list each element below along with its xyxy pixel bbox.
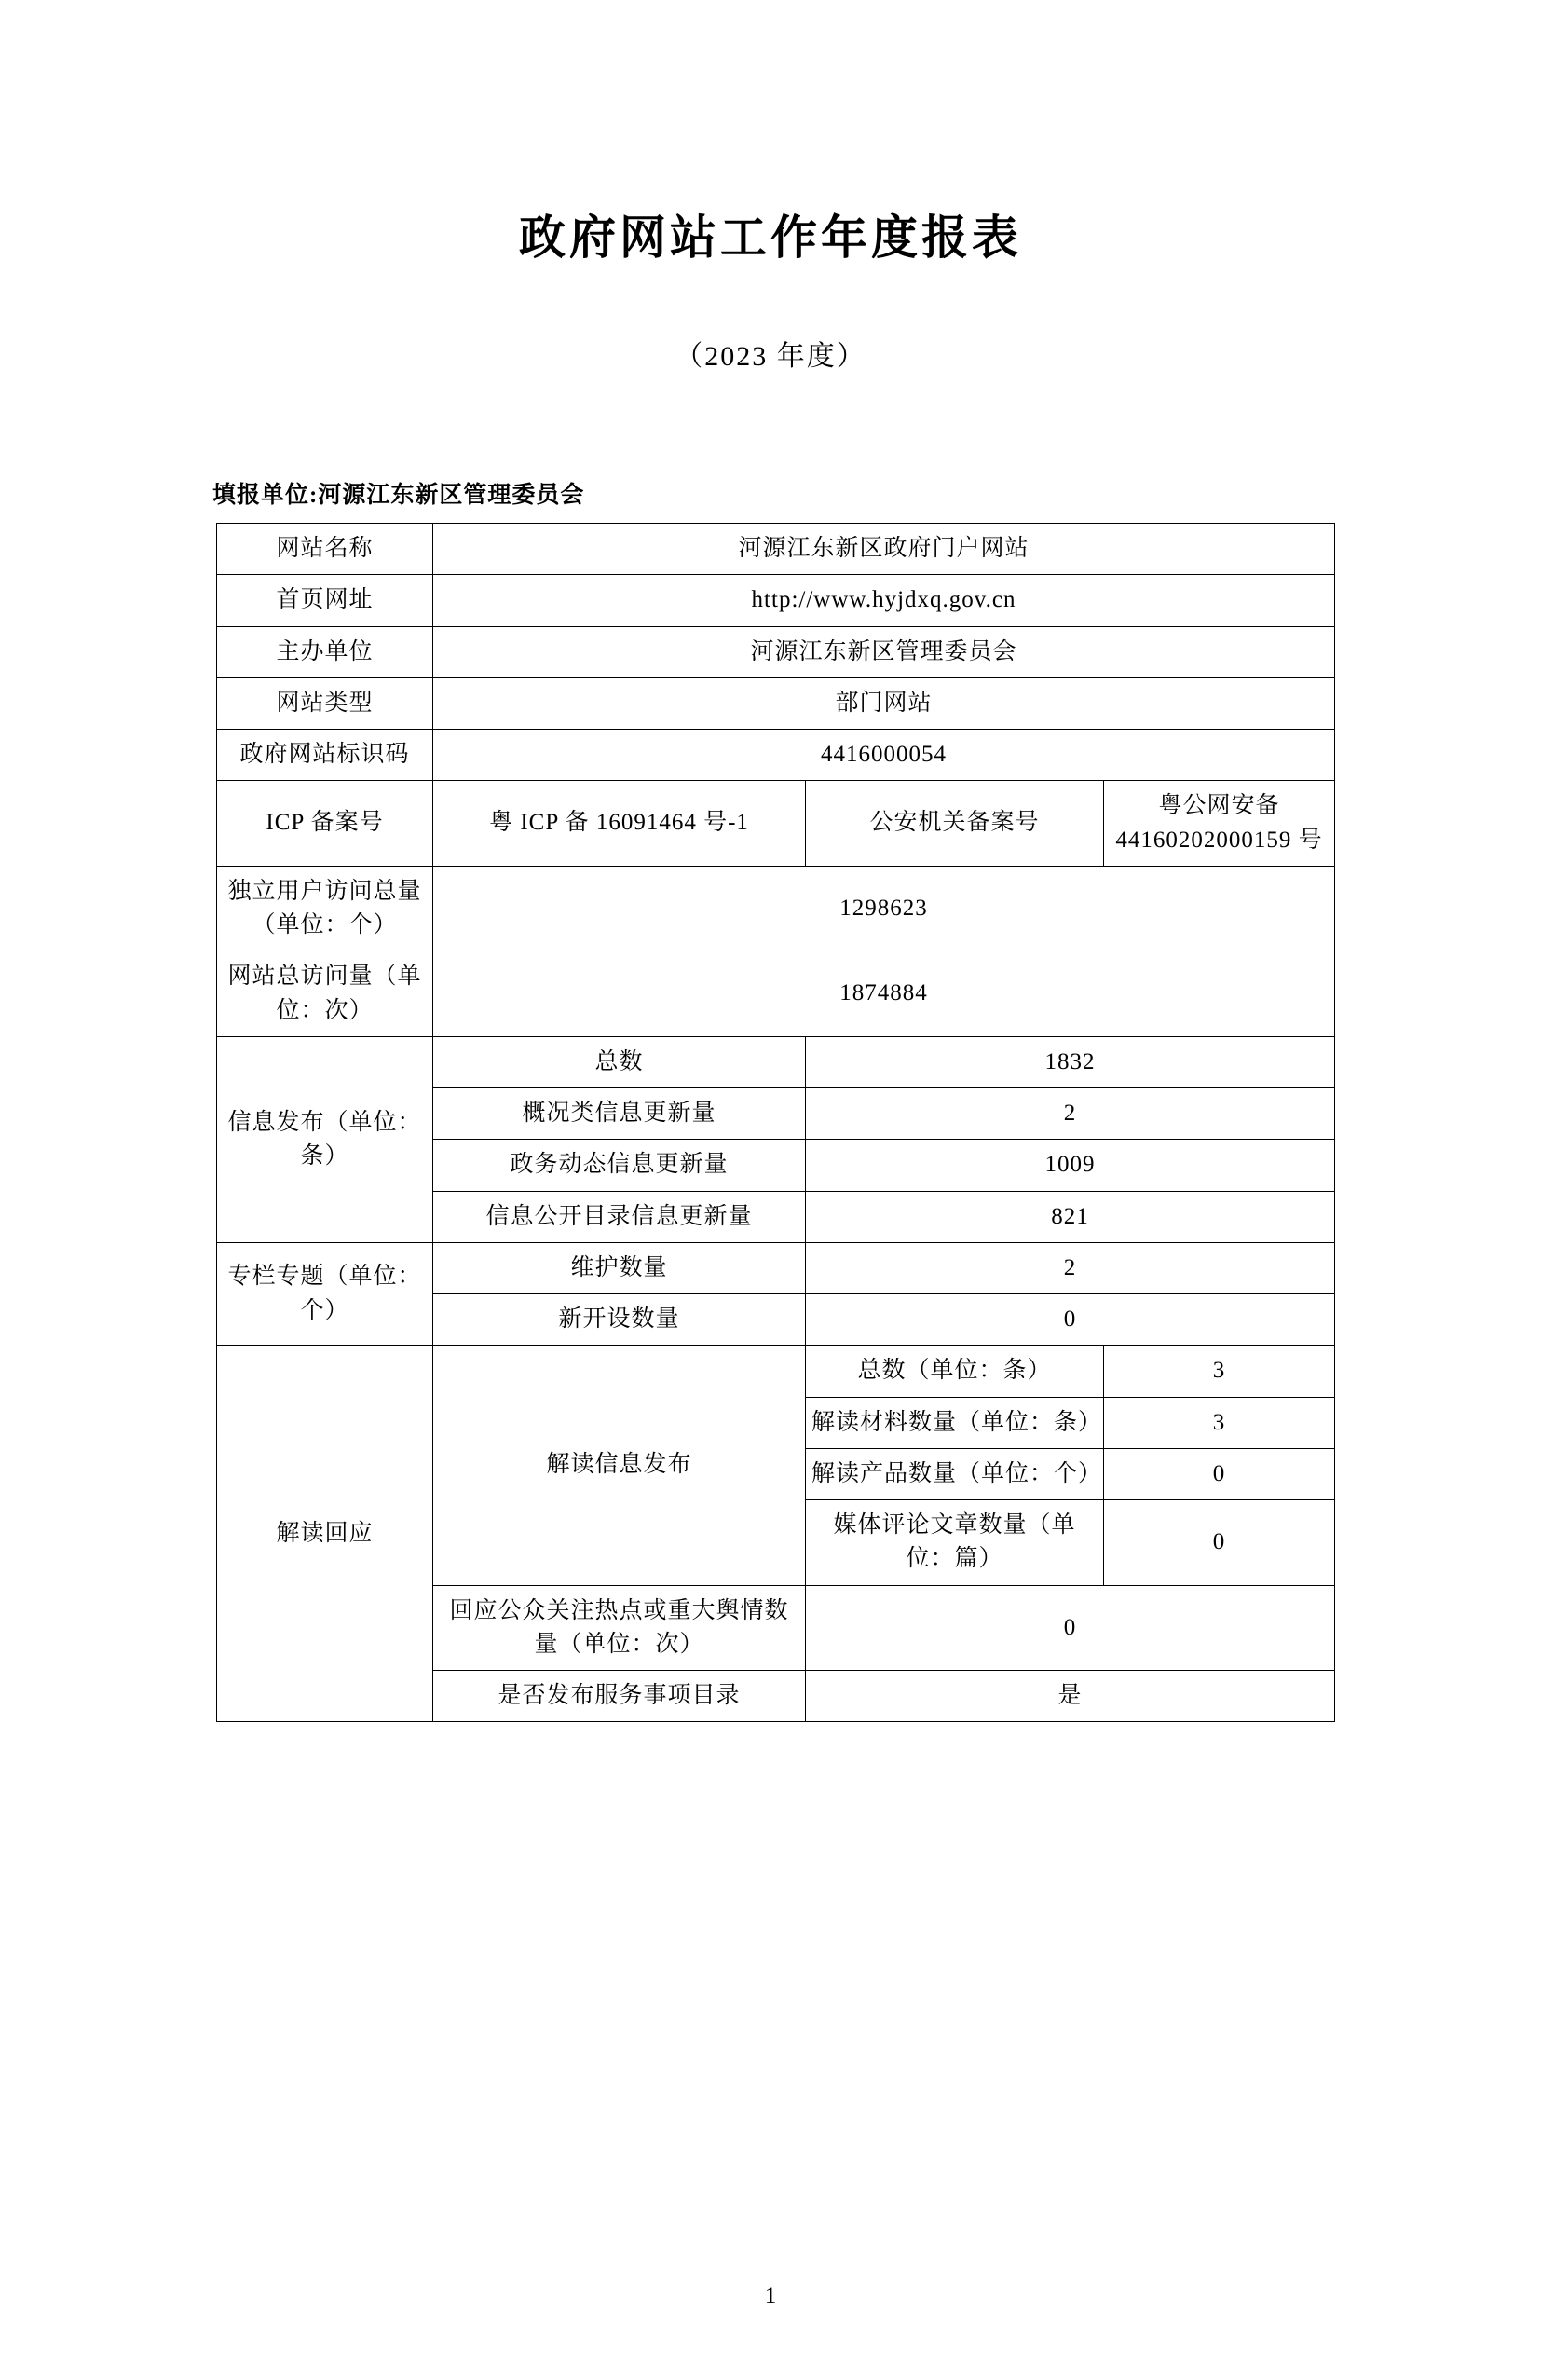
unique-visitors-value: 1298623	[433, 866, 1335, 951]
table-row	[217, 1242, 1335, 1293]
site-code-label: 政府网站标识码	[217, 730, 433, 781]
icp-label: ICP 备案号	[217, 781, 433, 867]
info-publish-row-value: 821	[806, 1191, 1335, 1242]
site-type-label: 网站类型	[217, 677, 433, 729]
table-row	[217, 575, 1335, 626]
page-subtitle: （2023 年度）	[675, 341, 866, 372]
interpretation-row-name: 媒体评论文章数量（单位：篇）	[806, 1500, 1104, 1586]
reporting-unit-value: 河源江东新区管理委员会	[318, 483, 585, 508]
info-publish-row-name: 信息公开目录信息更新量	[433, 1191, 806, 1242]
interpretation-row-value: 0	[1104, 1448, 1335, 1499]
interpretation-row-value: 3	[1104, 1346, 1335, 1397]
table-row	[217, 866, 1335, 951]
site-name-label: 网站名称	[217, 524, 433, 575]
interpretation-row-name: 总数（单位：条）	[806, 1346, 1104, 1397]
hotspot-response-value: 0	[806, 1585, 1335, 1671]
info-publish-label: 信息发布（单位：条）	[217, 1036, 433, 1242]
table-row	[217, 1036, 1335, 1087]
site-code-value: 4416000054	[433, 730, 1335, 781]
info-publish-row-name: 政务动态信息更新量	[433, 1140, 806, 1191]
table-row	[217, 951, 1335, 1037]
column-topic-label: 专栏专题（单位：个）	[217, 1242, 433, 1346]
column-topic-row-value: 0	[806, 1294, 1335, 1346]
total-visits-label: 网站总访问量（单位：次）	[217, 951, 433, 1037]
sponsor-label: 主办单位	[217, 626, 433, 677]
interpretation-row-name: 解读产品数量（单位：个）	[806, 1448, 1104, 1499]
column-topic-row-name: 新开设数量	[433, 1294, 806, 1346]
info-publish-row-name: 总数	[433, 1036, 806, 1087]
interpretation-publish-label: 解读信息发布	[433, 1346, 806, 1585]
interpretation-row-value: 3	[1104, 1397, 1335, 1448]
annual-report-table	[216, 523, 1335, 1722]
info-publish-row-value: 1832	[806, 1036, 1335, 1087]
info-publish-row-name: 概况类信息更新量	[433, 1088, 806, 1140]
table-row	[217, 781, 1335, 867]
total-visits-value: 1874884	[433, 951, 1335, 1037]
info-publish-row-value: 1009	[806, 1140, 1335, 1191]
reporting-unit	[212, 476, 1541, 510]
interpretation-row-value: 0	[1104, 1500, 1335, 1586]
icp-value: 粤 ICP 备 16091464 号-1	[433, 781, 806, 867]
homepage-label: 首页网址	[217, 575, 433, 626]
page-title: 政府网站工作年度报表	[519, 210, 1022, 265]
interpretation-row-name: 解读材料数量（单位：条）	[806, 1397, 1104, 1448]
sponsor-value: 河源江东新区管理委员会	[433, 626, 1335, 677]
info-publish-row-value: 2	[806, 1088, 1335, 1140]
site-name-value: 河源江东新区政府门户网站	[433, 524, 1335, 575]
service-catalog-label: 是否发布服务事项目录	[433, 1671, 806, 1722]
document-page	[0, 200, 1541, 2380]
homepage-value: http://www.hyjdxq.gov.cn	[433, 575, 1335, 626]
police-record-value: 粤公网安备 44160202000159 号	[1104, 781, 1335, 867]
hotspot-response-label: 回应公众关注热点或重大舆情数量（单位：次）	[433, 1585, 806, 1671]
police-record-label: 公安机关备案号	[806, 781, 1104, 867]
page-number: 1	[764, 2283, 777, 2308]
column-topic-row-name: 维护数量	[433, 1242, 806, 1293]
service-catalog-value: 是	[806, 1671, 1335, 1722]
unique-visitors-label: 独立用户访问总量（单位：个）	[217, 866, 433, 951]
reporting-unit-label: 填报单位:	[212, 483, 319, 508]
site-type-value: 部门网站	[433, 677, 1335, 729]
column-topic-row-value: 2	[806, 1242, 1335, 1293]
interpretation-label: 解读回应	[217, 1346, 433, 1722]
table-row	[217, 730, 1335, 781]
table-row	[217, 626, 1335, 677]
table-row	[217, 1346, 1335, 1397]
table-row	[217, 524, 1335, 575]
table-row	[217, 677, 1335, 729]
